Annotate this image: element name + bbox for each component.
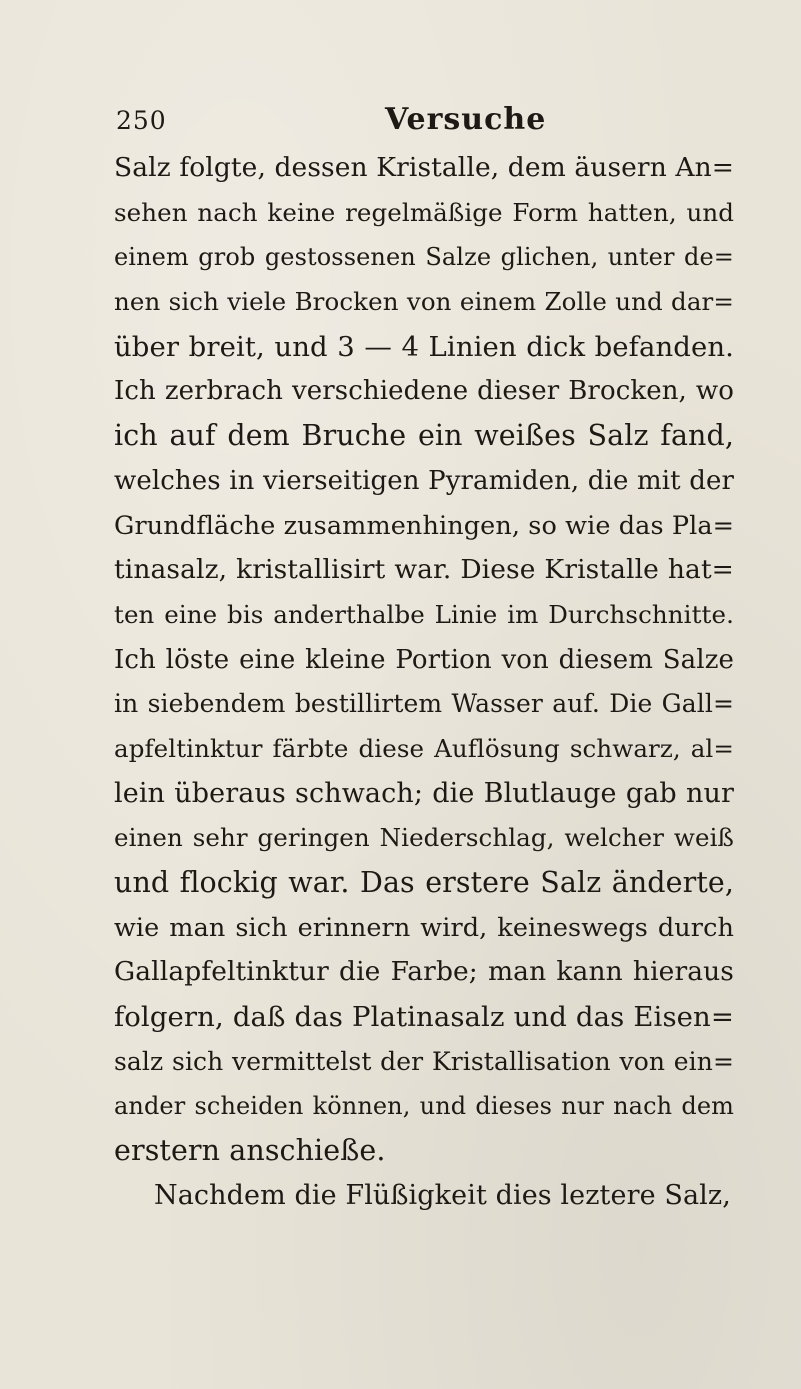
text-line: Gallapfeltinktur die Farbe; man kann hieraus: [114, 956, 734, 988]
text-line: Grundfläche zusammenhingen, so wie das Pla=: [114, 510, 735, 541]
text-line: und flockig war. Das erstere Salz änderte,: [114, 866, 734, 899]
text-line: apfeltinktur färbte diese Auflösung schwarz, al=: [114, 733, 734, 763]
text-line: ten eine bis anderthalbe Linie im Durchschnitte.: [114, 599, 734, 629]
body-text: [114, 146, 734, 1219]
text-line: in siebendem bestillirtem Wasser auf. Die Gall=: [114, 689, 734, 719]
text-line: lein überaus schwach; die Blutlauge gab nur: [114, 777, 734, 809]
text-line: Salz folgte, dessen Kristalle, dem äusern An=: [114, 152, 735, 183]
text-line: nen sich viele Brocken von einem Zolle und dar=: [114, 287, 734, 317]
running-title: Versuche: [385, 102, 547, 137]
text-line: sehen nach keine regelmäßige Form hatten, und: [114, 197, 734, 227]
text-line: Nachdem die Flüßigkeit dies leztere Salz,: [154, 1179, 731, 1211]
text-line: tinasalz, kristallisirt war. Diese Kristalle hat=: [114, 554, 734, 586]
text-line: einem grob gestossenen Salze glichen, unter de=: [114, 243, 734, 272]
text-line: welches in vierseitigen Pyramiden, die mit der: [114, 465, 734, 496]
running-head: [0, 102, 801, 146]
text-line: folgern, daß das Platinasalz und das Eisen=: [114, 1001, 734, 1034]
text-line: über breit, und 3 — 4 Linien dick befanden.: [114, 330, 734, 363]
text-line: einen sehr geringen Niederschlag, welcher weiß: [114, 823, 734, 853]
text-line: Ich löste eine kleine Portion von diesem Salze: [114, 644, 734, 675]
text-line: erstern anschieße.: [114, 1134, 386, 1168]
page-number: 250: [116, 106, 167, 135]
text-line: Ich zerbrach verschiedene dieser Brocken, wo: [114, 376, 734, 407]
text-line: ich auf dem Bruche ein weißes Salz fand,: [114, 419, 734, 453]
text-line: ander scheiden können, und dieses nur nach dem: [114, 1092, 734, 1121]
text-line: salz sich vermittelst der Kristallisation von ein=: [114, 1046, 734, 1076]
text-line: wie man sich erinnern wird, keineswegs durch: [114, 912, 734, 943]
